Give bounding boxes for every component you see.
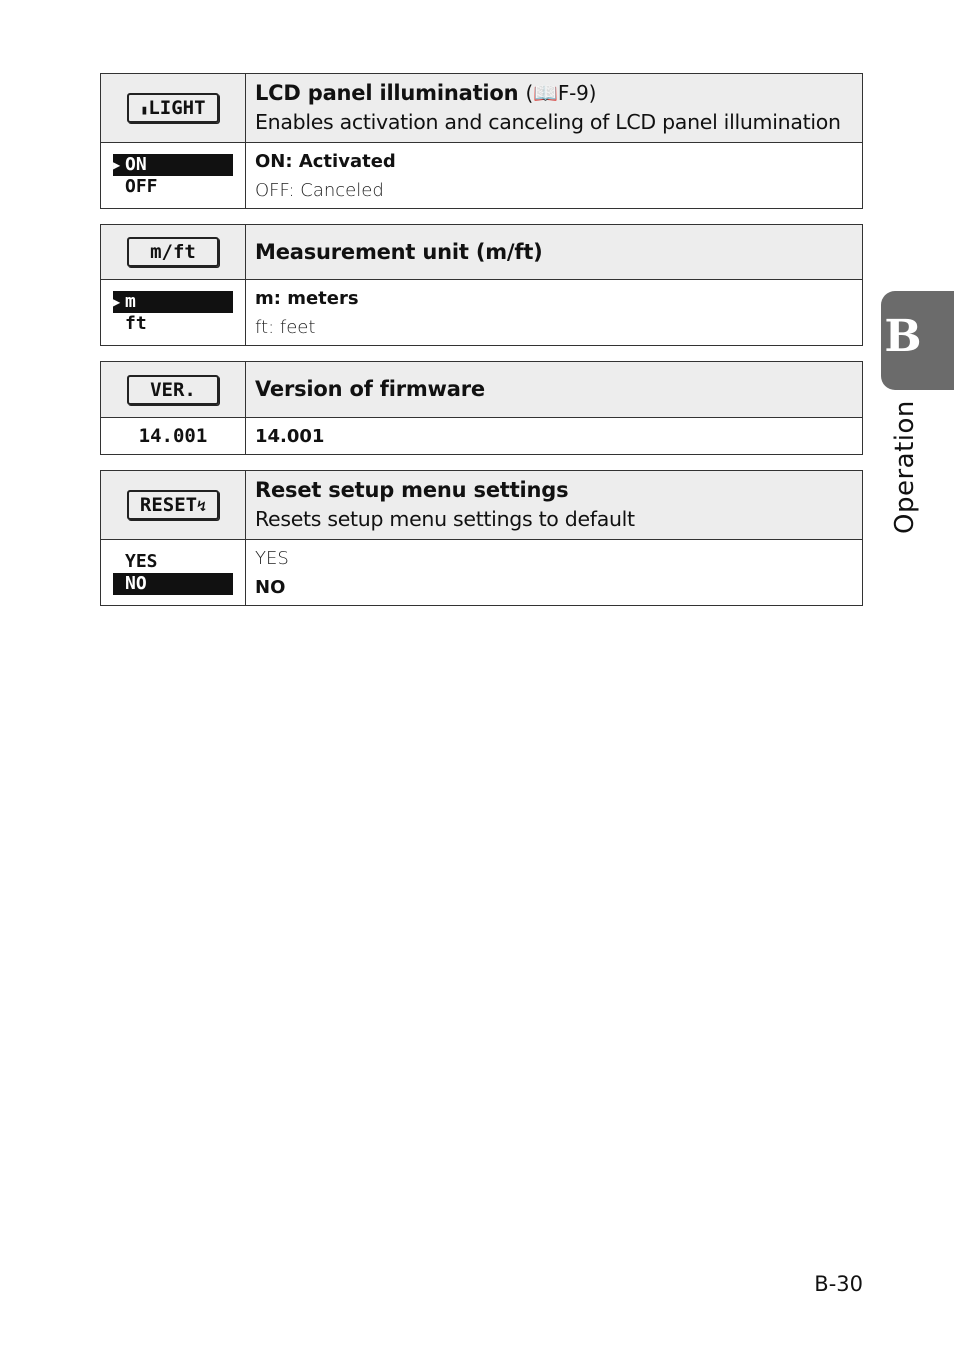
reset-icon: RESET↯ — [127, 490, 219, 520]
options-cell — [246, 143, 863, 209]
mft-icon-cell — [101, 225, 246, 280]
ver-icon-cell — [101, 362, 246, 418]
lcd-options-display — [101, 280, 246, 346]
chapter-label: Operation — [890, 400, 920, 534]
options-cell — [246, 540, 863, 606]
lcd-illumination-table — [100, 73, 863, 209]
option-text: YES — [255, 547, 289, 569]
version-icon: VER. — [127, 375, 219, 405]
section-description: Enables activation and canceling of LCD panel illumination — [255, 110, 841, 134]
option-text: ft: feet — [255, 316, 316, 338]
page-number: B-30 — [814, 1272, 863, 1296]
unit-icon: m/ft — [127, 237, 219, 267]
selection-arrow-icon: ▶ — [113, 157, 121, 172]
lcd-options-display — [101, 143, 246, 209]
lcd-illumination-header — [246, 74, 863, 143]
section-title: Reset setup menu settings — [255, 478, 569, 502]
lcd-option-selected: ▶ ON — [113, 154, 233, 176]
firmware-version-table — [100, 361, 863, 455]
measurement-unit-table — [100, 224, 863, 346]
selection-arrow-icon: ▶ — [113, 294, 121, 309]
lcd-version-value: 14.001 — [138, 425, 208, 447]
section-description: Resets setup menu settings to default — [255, 507, 635, 531]
chapter-letter: B — [884, 311, 922, 362]
wrench-icon: ↯ — [197, 497, 207, 515]
options-cell — [246, 280, 863, 346]
reference-link: (📖F-9) — [525, 81, 597, 105]
lcd-option-selected: ▶ m — [113, 291, 233, 313]
reset-settings-header — [246, 471, 863, 540]
version-value: 14.001 — [255, 425, 325, 447]
firmware-version-header — [246, 362, 863, 418]
option-text: m: meters — [255, 287, 359, 309]
lcd-option: ft — [125, 312, 147, 334]
lcd-light-icon-cell — [101, 74, 246, 143]
version-cell — [246, 418, 863, 455]
measurement-unit-header — [246, 225, 863, 280]
lcd-option: OFF — [125, 175, 158, 197]
option-text: ON: Activated — [255, 150, 396, 172]
reset-icon-cell — [101, 471, 246, 540]
lcd-option-selected: NO — [113, 573, 233, 595]
section-title: Measurement unit (m/ft) — [255, 239, 543, 264]
reset-settings-table — [100, 470, 863, 606]
lcd-version-display — [101, 418, 246, 455]
section-title: Version of firmware — [255, 377, 485, 401]
section-title: LCD panel illumination — [255, 81, 519, 105]
option-text: OFF: Canceled — [255, 179, 384, 201]
option-text: NO — [255, 576, 286, 598]
lcd-options-display — [101, 540, 246, 606]
lcd-option: YES — [125, 550, 158, 572]
light-icon: ▮LIGHT — [127, 93, 219, 123]
chapter-tab — [881, 291, 954, 390]
